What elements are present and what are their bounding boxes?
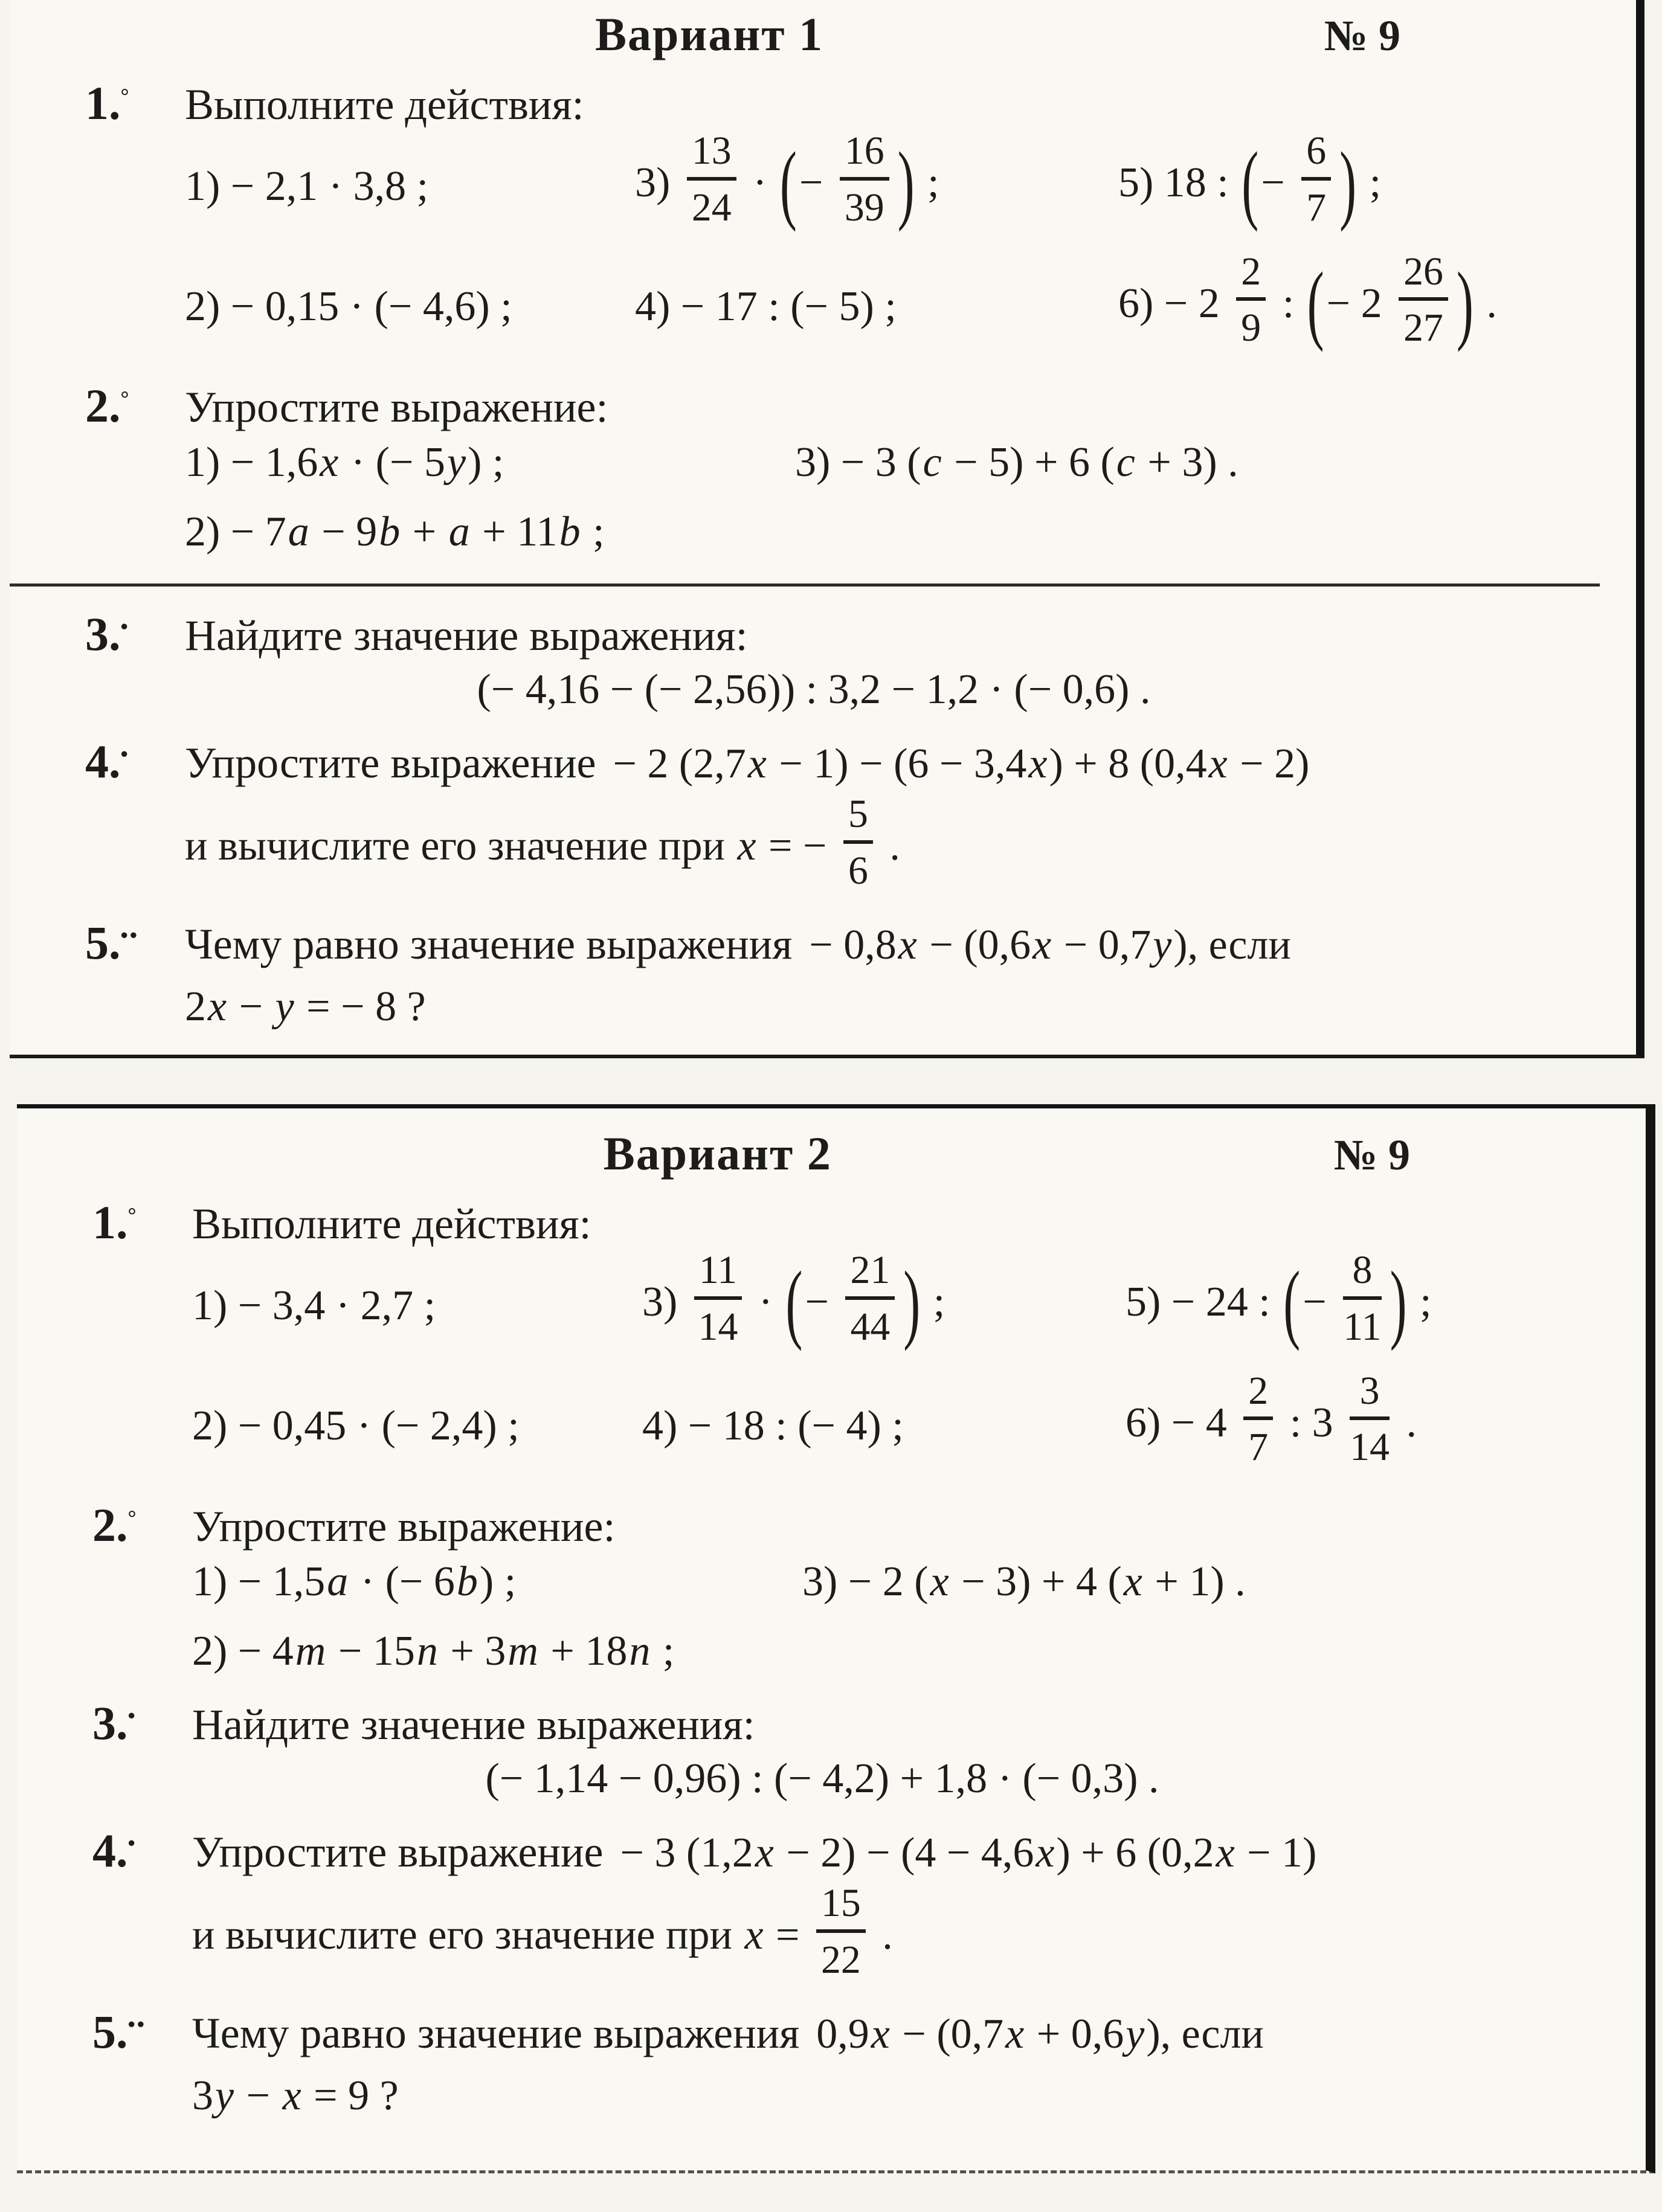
fraction xyxy=(845,1250,895,1347)
variant-1-number: № 9 xyxy=(1324,11,1400,60)
math-variable: x xyxy=(1032,921,1052,968)
fraction-denominator: 7 xyxy=(1248,1425,1269,1470)
v2-task-3-marker: 3.• xyxy=(92,1697,137,1750)
big-paren: ( xyxy=(1307,255,1324,353)
math-variable: x xyxy=(737,823,756,870)
math-text: . xyxy=(871,1912,893,1959)
math-text: 2) − 0,15 · (− 4,6) ; xyxy=(185,283,512,330)
math-text: ; xyxy=(1409,1278,1432,1325)
fraction-denominator: 24 xyxy=(691,185,732,230)
v2-task-2 xyxy=(17,1499,1609,1676)
v1-task-5-marker: 5.•• xyxy=(85,916,140,969)
math-text: 1) − 2,1 · 3,8 ; xyxy=(185,162,429,210)
section-divider xyxy=(10,584,1600,587)
big-paren: ) xyxy=(903,1253,921,1352)
big-paren: ( xyxy=(1242,134,1259,233)
fraction xyxy=(1301,131,1331,228)
math-variable: x xyxy=(208,983,227,1030)
v2-t2-item-1 xyxy=(192,1558,802,1606)
math-variable: a xyxy=(327,1558,349,1606)
v2-task-4-line1 xyxy=(192,1827,1609,1877)
math-text: 0,9 xyxy=(816,2010,869,2057)
math-variable: x xyxy=(1208,741,1228,788)
math-text: ) ; xyxy=(479,1558,517,1606)
math-text: − 2) xyxy=(1229,741,1310,788)
math-text: 3) xyxy=(642,1278,688,1325)
v1-task-3-label: Найдите значение выражения: xyxy=(185,611,748,660)
math-variable: c xyxy=(1116,439,1135,486)
v1-task-3-expression xyxy=(185,666,1600,714)
math-variable: n xyxy=(629,1628,651,1675)
fraction xyxy=(687,131,736,228)
math-text: · xyxy=(742,159,778,206)
math-text: − 1) xyxy=(1236,1830,1317,1877)
v1-task-3-marker: 3.• xyxy=(85,608,130,661)
fraction xyxy=(843,794,873,891)
math-text: : 3 xyxy=(1279,1399,1344,1446)
math-text: · (− 5 xyxy=(340,439,445,486)
math-text: + 0,6 xyxy=(1026,2010,1124,2057)
fraction-denominator: 9 xyxy=(1241,306,1261,350)
big-paren: ( xyxy=(785,1253,803,1352)
math-text: . xyxy=(878,823,900,870)
v2-task-4-expression xyxy=(620,1830,1316,1876)
math-text: − xyxy=(1303,1278,1338,1325)
fraction xyxy=(694,1250,742,1347)
v2-task-5-expression xyxy=(816,2011,1264,2057)
fraction-numerator: 5 xyxy=(843,794,873,844)
v1-t1-item-6 xyxy=(1118,249,1600,356)
fraction-denominator: 27 xyxy=(1403,306,1443,350)
fraction-denominator: 22 xyxy=(821,1937,861,1982)
math-text: 2) − 0,45 · (− 2,4) ; xyxy=(192,1403,520,1450)
math-text: − (0,7 xyxy=(891,2010,1004,2057)
math-variable: y xyxy=(1153,921,1172,968)
v2-task-4-label: Упростите выражение xyxy=(192,1828,604,1877)
v2-t1-item-2 xyxy=(192,1402,642,1450)
v1-t1-item-4 xyxy=(635,283,1118,331)
v2-task-1-items xyxy=(192,1248,1609,1474)
fraction-denominator: 44 xyxy=(850,1304,891,1349)
v1-task-5-line2 xyxy=(185,983,1600,1031)
fraction-denominator: 11 xyxy=(1343,1304,1382,1349)
v1-task-3 xyxy=(10,608,1600,714)
v2-t1-item-6 xyxy=(1126,1368,1609,1475)
v1-t1-item-1 xyxy=(185,162,635,211)
math-text: − 9 xyxy=(311,509,378,556)
math-text: + 3 xyxy=(439,1628,506,1675)
v1-task-1-items xyxy=(185,129,1600,355)
math-text: 4) − 17 : (− 5) ; xyxy=(635,283,897,330)
v2-t2-item-2 xyxy=(192,1627,1609,1676)
math-text: : xyxy=(1272,280,1305,327)
math-text: − xyxy=(805,1278,840,1325)
math-variable: a xyxy=(448,509,470,556)
fraction-numerator: 3 xyxy=(1350,1371,1390,1421)
fraction-denominator: 14 xyxy=(698,1304,738,1349)
fraction xyxy=(1350,1368,1390,1470)
math-text: 3) − 2 ( xyxy=(802,1558,929,1606)
math-variable: x xyxy=(1216,1830,1235,1877)
math-text: + 18 xyxy=(540,1628,628,1675)
variant-2-sheet xyxy=(17,1104,1655,2173)
variant-2-number: № 9 xyxy=(1333,1131,1410,1179)
big-paren: ( xyxy=(779,134,797,233)
v2-task-4 xyxy=(17,1824,1609,1987)
math-text: − 2) − (4 − 4,6 xyxy=(775,1830,1034,1877)
v1-t1-item-2 xyxy=(185,283,635,331)
v1-task-2-marker: 2.° xyxy=(85,379,131,432)
v2-task-1 xyxy=(17,1196,1609,1474)
math-variable: x xyxy=(898,921,917,968)
math-text: − xyxy=(799,159,834,206)
v2-task-3-expression xyxy=(192,1755,1609,1803)
fraction xyxy=(1399,249,1448,350)
math-text: . xyxy=(1395,1399,1417,1446)
math-variable: y xyxy=(1126,2010,1145,2057)
v2-task-4-line2 xyxy=(192,1881,1609,1987)
math-text: 1) − 1,6 xyxy=(185,439,318,486)
v2-t1-item-1 xyxy=(192,1282,642,1330)
math-text: 5) 18 : xyxy=(1118,159,1240,206)
v2-task-1-marker: 1.° xyxy=(92,1196,138,1249)
math-text: + 1) . xyxy=(1144,1558,1246,1606)
v1-task-4-line1 xyxy=(185,738,1600,788)
math-variable: y xyxy=(275,983,294,1030)
variant-2-title: Вариант 2 xyxy=(603,1127,832,1180)
math-text: 3 xyxy=(192,2072,213,2119)
math-text: ), если xyxy=(1173,921,1291,968)
big-paren: ) xyxy=(1456,255,1474,353)
math-text: ) ; xyxy=(468,439,504,486)
v2-t1-item-5 xyxy=(1126,1248,1609,1354)
v1-task-4-marker: 4.• xyxy=(85,735,130,788)
variant-1-header xyxy=(10,7,1600,68)
v2-task-1-label: Выполните действия: xyxy=(192,1200,591,1248)
math-text: 1) − 1,5 xyxy=(192,1558,326,1606)
math-variable: x xyxy=(1036,1830,1055,1877)
math-variable: x xyxy=(747,741,767,788)
math-text: и вычислите его значение при xyxy=(192,1912,743,1959)
math-variable: a xyxy=(288,509,309,556)
math-text: = xyxy=(765,1912,810,1959)
big-paren: ) xyxy=(1390,1253,1407,1352)
math-variable: x xyxy=(1005,2010,1025,2057)
math-variable: x xyxy=(1123,1558,1142,1606)
math-text: − 2 xyxy=(1326,280,1393,327)
math-text: 3) − 3 ( xyxy=(795,439,921,486)
v1-task-1-marker: 1.° xyxy=(85,77,131,129)
v1-task-1 xyxy=(10,77,1600,355)
fraction-denominator: 14 xyxy=(1350,1425,1390,1470)
fraction-numerator: 21 xyxy=(845,1250,895,1300)
math-text: (− 1,14 − 0,96) : (− 4,2) + 1,8 · (− 0,3) . xyxy=(485,1755,1159,1802)
math-text: ; xyxy=(916,159,939,206)
v2-t1-item-4 xyxy=(642,1402,1126,1450)
math-text: − 15 xyxy=(327,1628,415,1675)
math-text: ) + 6 (0,2 xyxy=(1056,1830,1214,1877)
math-text: − 0,7 xyxy=(1053,921,1151,968)
math-text: 2) − 7 xyxy=(185,509,286,556)
math-text: + 3) . xyxy=(1136,439,1238,486)
math-text: − 2 (2,7 xyxy=(613,741,746,788)
math-text: . xyxy=(1475,280,1497,327)
math-text: − xyxy=(1261,159,1296,206)
v2-task-5-marker: 5.•• xyxy=(92,2005,147,2058)
math-variable: b xyxy=(379,509,401,556)
v2-task-3 xyxy=(17,1697,1609,1803)
v2-task-5-line1 xyxy=(192,2008,1609,2059)
fraction-numerator: 8 xyxy=(1343,1250,1381,1300)
math-variable: n xyxy=(416,1628,438,1675)
math-text: − xyxy=(228,983,274,1030)
v1-task-2-label: Упростите выражение: xyxy=(185,383,608,432)
v2-t1-item-3 xyxy=(642,1248,1126,1354)
math-variable: m xyxy=(295,1628,326,1675)
v1-task-4-label: Упростите выражение xyxy=(185,739,596,788)
v1-task-2-items xyxy=(185,439,1600,556)
fraction xyxy=(1343,1250,1381,1347)
math-text: 1) − 3,4 · 2,7 ; xyxy=(192,1282,436,1329)
math-variable: y xyxy=(446,439,466,486)
v1-t2-item-1 xyxy=(185,439,795,487)
v2-task-5 xyxy=(17,2005,1609,2120)
fraction-numerator: 13 xyxy=(687,131,736,181)
math-text: − 3 (1,2 xyxy=(620,1830,753,1877)
v2-task-3-label: Найдите значение выражения: xyxy=(192,1700,755,1749)
v2-task-2-label: Упростите выражение: xyxy=(192,1502,616,1551)
math-text: 5) − 24 : xyxy=(1126,1278,1281,1325)
math-text: 6) − 4 xyxy=(1126,1399,1238,1446)
big-paren: ) xyxy=(897,134,915,233)
fraction xyxy=(816,1883,866,1980)
fraction-numerator: 2 xyxy=(1236,252,1266,301)
math-text: 2 xyxy=(185,983,206,1030)
fraction-numerator: 6 xyxy=(1301,131,1331,181)
v1-task-5-line1 xyxy=(185,919,1600,969)
fraction xyxy=(840,131,889,228)
v1-task-5-expression xyxy=(809,922,1291,968)
v1-t2-item-2 xyxy=(185,508,1600,556)
math-text: ; xyxy=(582,509,605,556)
v1-t2-item-3 xyxy=(795,439,1600,487)
math-text: ; xyxy=(923,1278,945,1325)
math-text: + 11 xyxy=(471,509,558,556)
fraction-denominator: 6 xyxy=(848,848,868,893)
math-text: · (− 6 xyxy=(350,1558,455,1606)
math-variable: m xyxy=(507,1628,538,1675)
math-variable: x xyxy=(755,1830,774,1877)
v2-task-5-label: Чему равно значение выражения xyxy=(192,2008,800,2057)
math-text: = − xyxy=(758,823,837,870)
math-text: и вычислите его значение при xyxy=(185,823,736,870)
v1-task-5 xyxy=(10,916,1600,1031)
math-text: + xyxy=(402,509,447,556)
math-variable: x xyxy=(320,439,339,486)
math-text: ; xyxy=(1359,159,1382,206)
math-text: (− 4,16 − (− 2,56)) : 3,2 − 1,2 · (− 0,6) . xyxy=(477,666,1151,713)
math-text: 4) − 18 : (− 4) ; xyxy=(642,1403,904,1450)
math-variable: y xyxy=(215,2072,234,2119)
v2-task-2-items xyxy=(192,1558,1609,1676)
math-text: − (0,6 xyxy=(918,921,1031,968)
fraction-denominator: 7 xyxy=(1306,185,1327,230)
v1-task-4 xyxy=(10,735,1600,898)
v2-task-4-marker: 4.• xyxy=(92,1824,137,1877)
math-variable: x xyxy=(871,2010,890,2057)
math-text: ; xyxy=(652,1628,675,1675)
math-text: 6) − 2 xyxy=(1118,280,1231,327)
v2-task-5-line2 xyxy=(192,2072,1609,2120)
math-text: − 0,8 xyxy=(809,921,897,968)
fraction-numerator: 16 xyxy=(840,131,889,181)
v2-task-2-marker: 2.° xyxy=(92,1499,138,1552)
fraction-denominator: 39 xyxy=(844,185,884,230)
math-text: · xyxy=(748,1278,784,1325)
math-text: − 1) − (6 − 3,4 xyxy=(768,741,1027,788)
variant-1-title: Вариант 1 xyxy=(595,8,824,60)
big-paren: ( xyxy=(1283,1253,1301,1352)
v1-t1-item-3 xyxy=(635,129,1118,235)
math-variable: x xyxy=(930,1558,949,1606)
math-text: ) + 8 (0,4 xyxy=(1049,741,1207,788)
v1-t1-item-5 xyxy=(1118,129,1600,235)
variant-2-header xyxy=(17,1127,1609,1187)
fraction-numerator: 15 xyxy=(816,1883,866,1933)
math-text: = 9 ? xyxy=(303,2072,399,2119)
big-paren: ) xyxy=(1339,134,1357,233)
v1-task-4-line2 xyxy=(185,792,1600,898)
math-variable: x xyxy=(282,2072,301,2119)
v1-task-4-expression xyxy=(613,741,1309,787)
math-text: = − 8 ? xyxy=(295,983,426,1030)
fraction xyxy=(1243,1368,1273,1470)
math-text: − 3) + 4 ( xyxy=(950,1558,1122,1606)
fraction-numerator: 2 xyxy=(1243,1371,1273,1421)
v1-task-2 xyxy=(10,379,1600,556)
math-variable: b xyxy=(456,1558,478,1606)
math-text: ), если xyxy=(1146,2010,1264,2057)
math-variable: x xyxy=(1028,741,1048,788)
fraction-numerator: 26 xyxy=(1399,252,1448,301)
math-text: − xyxy=(236,2072,281,2119)
v2-t2-item-3 xyxy=(802,1558,1609,1606)
variant-1-sheet xyxy=(10,0,1644,1058)
math-text: 3) xyxy=(635,159,681,206)
fraction xyxy=(1236,249,1266,350)
v1-task-1-label: Выполните действия: xyxy=(185,80,584,129)
fraction-numerator: 11 xyxy=(694,1250,742,1300)
math-variable: x xyxy=(744,1912,764,1959)
math-text: − 5) + 6 ( xyxy=(943,439,1115,486)
math-text: 2) − 4 xyxy=(192,1628,294,1675)
v1-task-5-label: Чему равно значение выражения xyxy=(185,919,793,968)
math-variable: c xyxy=(923,439,942,486)
math-variable: b xyxy=(559,509,581,556)
